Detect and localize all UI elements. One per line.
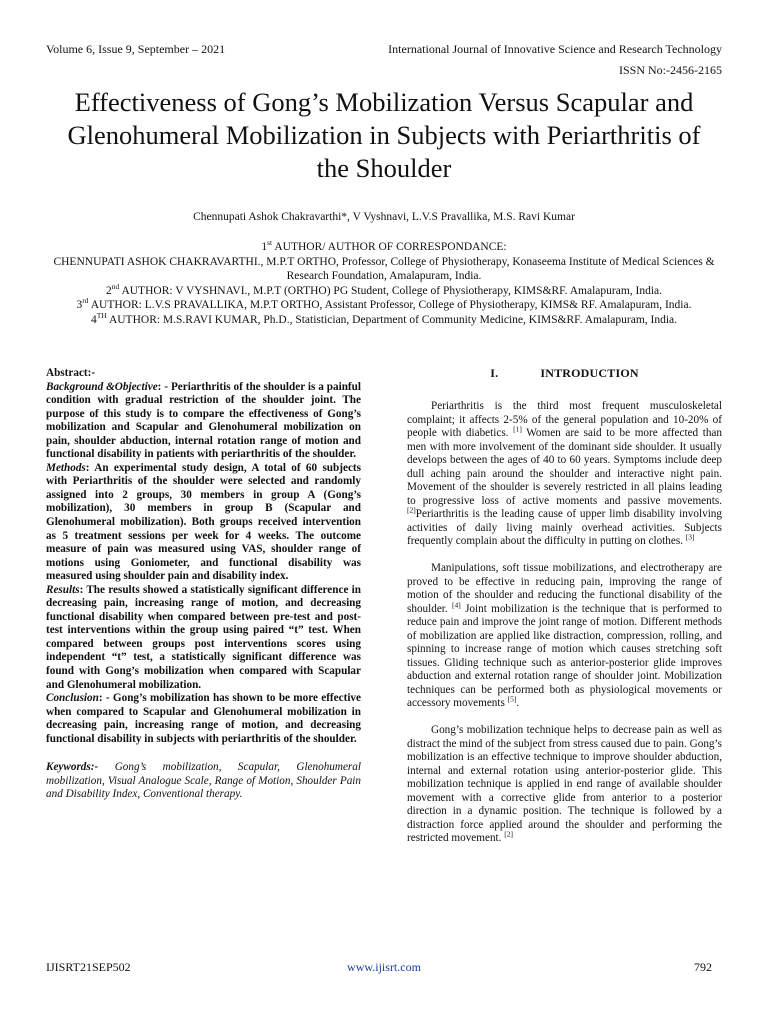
intro-paragraph-1: Periarthritis is the third most frequent musculoskeletal complaint; it affects 2-5% of the general population and 10-20% of people with diabetics. [1] Women are said to be more affected than men with more involvement of the dominant side shoulder. It usually develops between the ages of 40 to 60 years. Symptoms include deep dull aching pain around the shoulder and interactive night pain. Movement of the shoulder is severely restricted in all plains leading to progressive loss of active moments and passive movements. [2]Periarthritis is the leading cause of upper limb disability involving activities of daily living mainly overhead activities. Subjects frequently complain about the difficulty in putting on clothes. [3]	[407, 400, 722, 547]
journal-url: www.ijisrt.com	[347, 960, 421, 974]
abstract-column	[46, 367, 361, 802]
keywords: Keywords:- Gong’s mobilization, Scapular, Glenohumeral mobilization, Visual Analogue Scale, Range of Motion, Shoulder Pain and Disability Index, Conventional therapy.	[46, 761, 361, 801]
affiliation-3: 3rd AUTHOR: L.V.S PRAVALLIKA, M.P.T ORTHO, Assistant Professor, College of Physiotherapy, KIMS& RF. Amalapuram, India.	[76, 296, 692, 312]
author-list: Chennupati Ashok Chakravarthi*, V Vyshnavi, L.V.S Pravallika, M.S. Ravi Kumar	[193, 211, 575, 223]
intro-paragraph-3: Gong’s mobilization technique helps to decrease pain as well as distract the mind of the subject from stress caused due to pain. Gong’s mobilization is an effective technique to improve shoulder abduction, internal and external rotation using anterior-posterior glide. This mobilization technique is applied in end range of available shoulder movement with a corrective glide from anterior to a posterior direction in a dynamic position. The technique is followed by a distraction force applied around the shoulder and performing the restricted movement. [2]	[407, 724, 722, 845]
journal-name: International Journal of Innovative Science and Research Technology	[388, 42, 722, 56]
abstract-background: Background &Objective: - Periarthritis of the shoulder is a painful condition with gradual restriction of the shoulder joint. The purpose of this study is to compare the effectiveness of Gong’s mobilization and Scapular and Glenohumeral mobilization on pain, shoulder abduction, internal rotation range of motion and functional disability in patients with periarthritis of the shoulder.	[46, 380, 361, 461]
paper-id: IJISRT21SEP502	[46, 960, 131, 974]
abstract-conclusion: Conclusion: - Gong’s mobilization has shown to be more effective when compared to Scapular and Glenohumeral mobilization in decreasing pain, increasing range of motion, and decreasing functional disability in subjects with periarthritis of the shoulder.	[46, 692, 361, 745]
page-number: 792	[694, 960, 712, 974]
issn: ISSN No:-2456-2165	[618, 63, 722, 77]
affiliation-2: 2nd AUTHOR: V VYSHNAVI., M.P.T (ORTHO) PG Student, College of Physiotherapy, KIMS&RF. Amalapuram, India.	[105, 281, 663, 297]
affiliation-1-heading: 1st AUTHOR/ AUTHOR OF CORRESPONDANCE:	[261, 238, 507, 253]
volume-issue: Volume 6, Issue 9, September – 2021	[46, 42, 226, 56]
abstract-results: Results: The results showed a statistically significant difference in decreasing pain, increasing range of motion, and decreasing functional disability when compared between pre-test and post-test interventions within the group using paired “t” test. When compared between groups post interventions scores using independent “t” test, a statistically significant difference was found with Gong’s mobilization when compared with Scapular and Glenohumeral mobilization.	[46, 583, 361, 691]
intro-paragraph-2: Manipulations, soft tissue mobilizations, and electrotherapy are proved to be effective in reducing pain, improving the range of motion of the shoulder and reducing the functional disability of the shoulder. [4] Joint mobilization is the technique that is performed to reduce pain and improve the joint range of motion. Different methods of mobilization are applied like distraction, compression, rolling, and spinning to increase range of motion which causes stretching soft tissues. Gliding technique such as anterior-posterior glide improves abduction and external rotation range of shoulder joint. Mobilization techniques can be performed both as physiological movements or accessory movements [5].	[407, 562, 722, 709]
introduction-column	[407, 367, 722, 860]
abstract-heading: Abstract:-	[46, 367, 96, 379]
paper-title: Effectiveness of Gong’s Mobilization Versus Scapular and Glenohumeral Mobilization in Subjects with Periarthritis of the Shoulder	[67, 87, 701, 183]
section-heading-introduction: I. INTRODUCTION	[490, 366, 639, 380]
affiliation-4: 4TH AUTHOR: M.S.RAVI KUMAR, Ph.D., Statistician, Department of Community Medicine, KIMS&RF. Amalapuram, India.	[90, 311, 678, 326]
affiliations	[46, 240, 722, 328]
affiliation-1: CHENNUPATI ASHOK CHAKRAVARTHI., M.P.T ORTHO, Professor, College of Physiotherapy, Konaseema Institute of Medical Sciences & Research Foundation, Amalapuram, India.	[53, 255, 715, 283]
abstract-methods: Methods: An experimental study design, A total of 60 subjects with Periarthritis of the shoulder were selected and randomly assigned into 2 groups, 30 members in group A (Gong’s mobilization), 30 members in group B (Scapular and Glenohumeral mobilization). Both groups received intervention as 5 treatment sessions per week for 4 weeks. The outcome measure of pain was measured using VAS, shoulder range of motions using Goniometer, and functional disability was measured using shoulder pain and disability index.	[46, 461, 361, 583]
